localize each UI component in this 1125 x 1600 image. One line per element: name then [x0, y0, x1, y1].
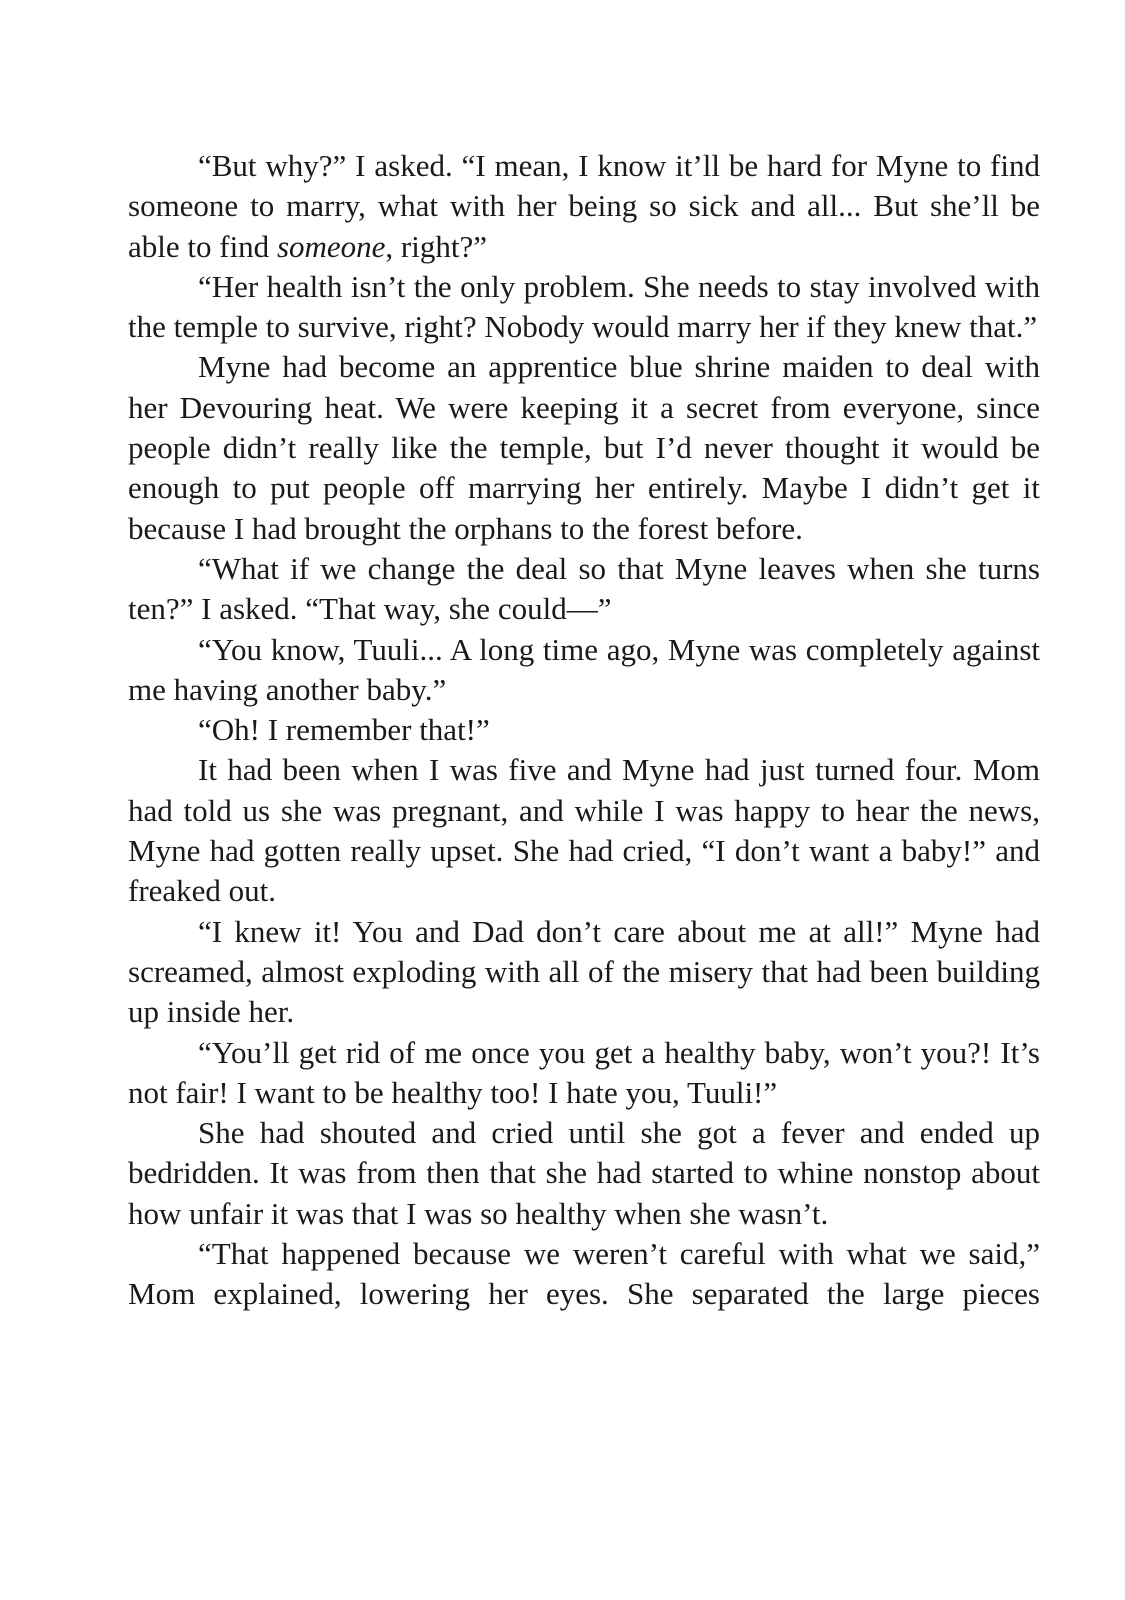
paragraph: [128, 630, 1040, 711]
paragraph-text: “Her health isn’t the only problem. She needs to stay involved with the temple to survive, right? Nobody would marry her if they knew that.”: [128, 268, 1040, 345]
paragraph: [128, 1033, 1040, 1114]
paragraph-text: “You’ll get rid of me once you get a healthy baby, won’t you?! It’s not fair! I want to be healthy too! I hate you, Tuuli!”: [128, 1034, 1040, 1110]
paragraph-text: Myne had become an apprentice blue shrine maiden to deal with her Devouring heat. We were keeping it a secret from everyone, since people didn’t really like the temple, but I’d never thought it would be enough to put people off marrying her entirely. Maybe I didn’t get it because I had brought the orphans to the forest before.: [128, 349, 1040, 546]
paragraph: [128, 912, 1040, 1033]
page-text-body: [128, 146, 1040, 1315]
paragraph-text: “I knew it! You and Dad don’t care about me at all!” Myne had screamed, almost exploding with all of the misery that had been building up inside her.: [128, 913, 1040, 1030]
paragraph: [128, 267, 1040, 348]
paragraph-text: “What if we change the deal so that Myne leaves when she turns ten?” I asked. “That way, she could—”: [128, 550, 1040, 627]
paragraph-text: “You know, Tuuli... A long time ago, Myne was completely against me having another baby.”: [128, 631, 1040, 707]
paragraph-text: She had shouted and cried until she got a fever and ended up bedridden. It was from then that she had started to whine nonstop about how unfair it was that I was so healthy when she wasn’t.: [128, 1115, 1040, 1231]
emphasized-text: someone: [276, 228, 386, 264]
paragraph: [128, 347, 1040, 548]
paragraph-text: , right?”: [385, 228, 487, 264]
paragraph-text: “Oh! I remember that!”: [198, 712, 490, 748]
paragraph: [128, 750, 1040, 911]
paragraph: [128, 146, 1040, 267]
paragraph-text: “But why?” I asked. “I mean, I know it’ll be hard for Myne to find someone to marry, what with her being so sick and all... But she’ll be able to find: [128, 148, 1040, 264]
paragraph: [128, 1113, 1040, 1234]
paragraph: [128, 549, 1040, 630]
paragraph-text: It had been when I was five and Myne had just turned four. Mom had told us she was pregnant, and while I was happy to hear the news, Myne had gotten really upset. She had cried, “I don’t want a baby!” and freaked out.: [128, 752, 1040, 909]
paragraph: [128, 710, 1040, 750]
paragraph: [128, 1234, 1040, 1315]
paragraph-text: “That happened because we weren’t careful with what we said,” Mom explained, lowering her eyes. She separated the large pieces: [128, 1236, 1040, 1312]
